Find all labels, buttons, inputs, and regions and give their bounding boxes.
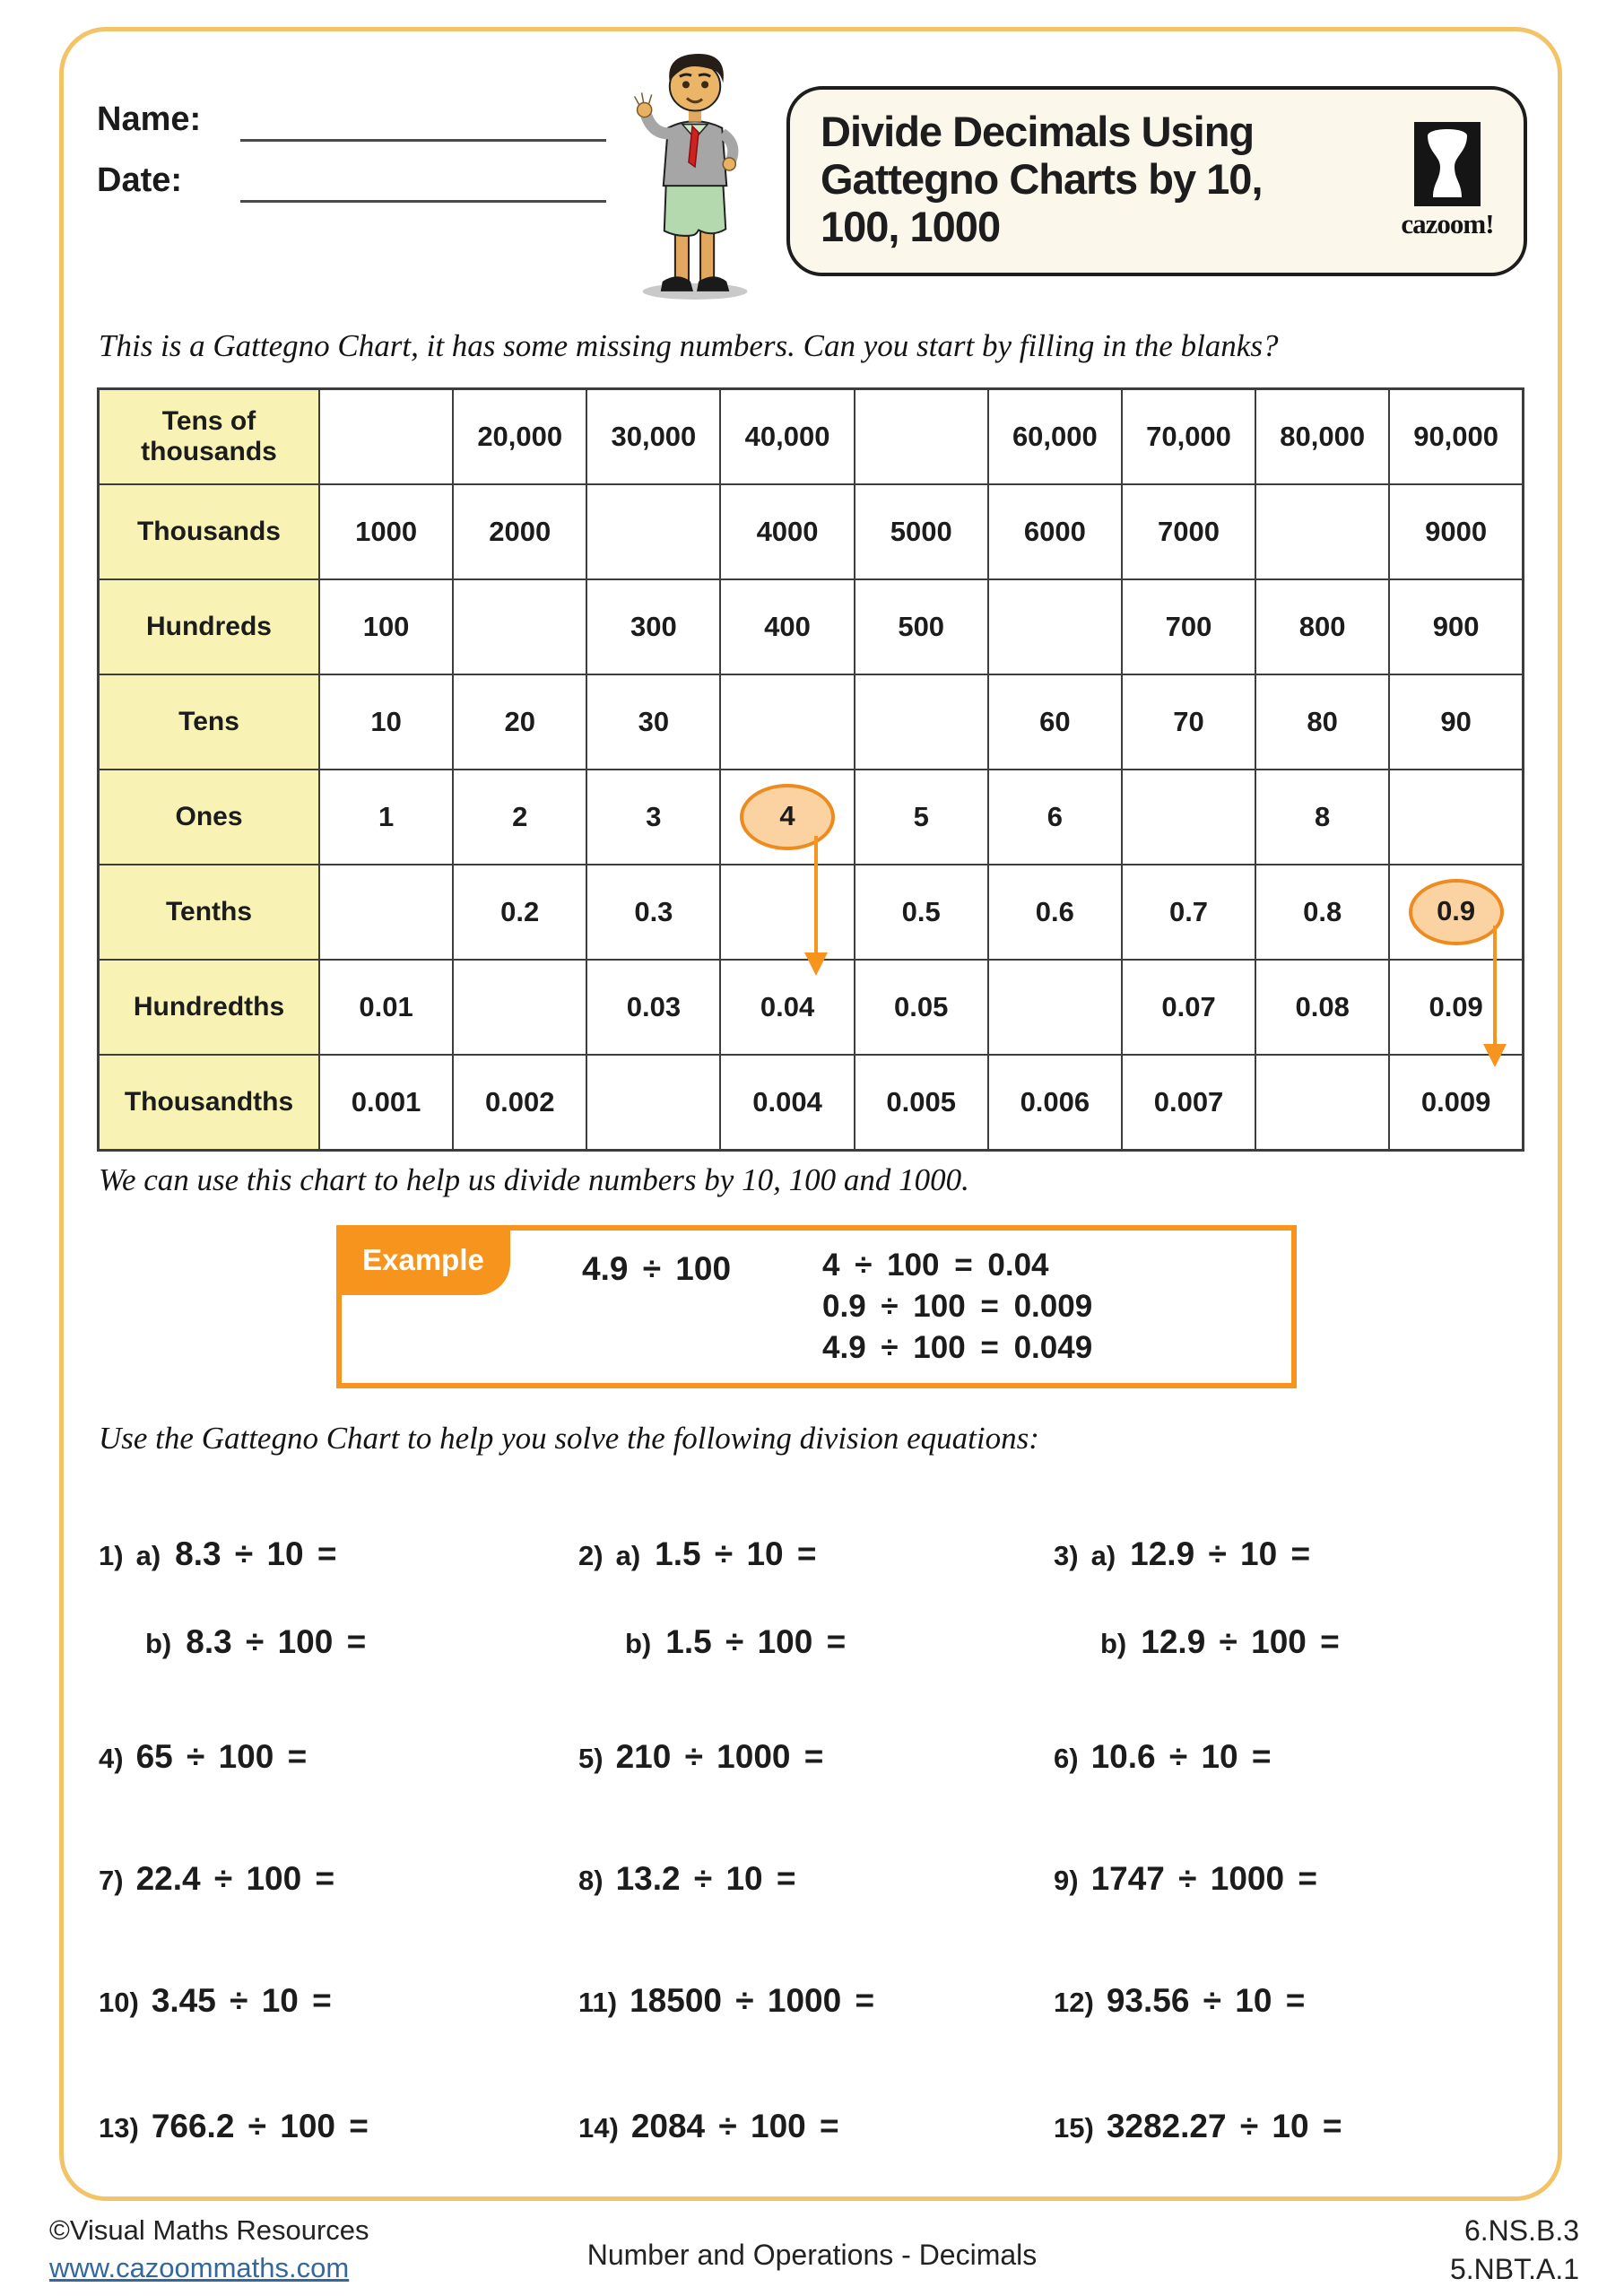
question-number: 11) [578,1987,618,2018]
chart-cell: 10 [319,674,453,770]
divide-intro-text: We can use this chart to help us divide numbers by 10, 100 and 1000. [99,1162,969,1197]
chart-cell: 80,000 [1255,389,1389,485]
chart-cell: 0.6 [988,865,1122,960]
question-expression: 2084 ÷ 100 = [630,2108,839,2144]
chart-cell-blank[interactable] [855,389,988,485]
question-expression: 1.5 ÷ 100 = [665,1623,847,1660]
chart-row-label: Tens [99,674,320,770]
question-item[interactable] [99,1982,332,2020]
chart-cell-blank[interactable] [586,484,720,579]
example-step: 4.9 ÷ 100 = 0.049 [822,1330,1093,1366]
question-item[interactable] [1054,2108,1342,2145]
question-item[interactable] [99,1738,307,1776]
question-expression: 766.2 ÷ 100 = [151,2108,369,2144]
question-letter: b) [625,1628,652,1659]
question-item[interactable] [578,1738,823,1776]
date-label: Date: [97,161,183,199]
title-line-2: Gattegno Charts by 10, [821,155,1263,204]
gattegno-chart [97,387,1524,1152]
title-line-1: Divide Decimals Using [821,108,1255,155]
chart-cell: 5000 [855,484,988,579]
question-item[interactable] [1054,1860,1317,1898]
chart-cell: 60,000 [988,389,1122,485]
standard-code: 6.NS.B.3 [1463,2214,1579,2247]
question-row [99,1623,1533,1668]
question-item[interactable] [1054,1982,1305,2020]
divide-arrow-tenths-to-thousandths [1493,926,1497,1044]
question-item[interactable] [99,1535,337,1573]
question-expression: 93.56 ÷ 10 = [1106,1982,1306,2019]
question-expression: 1747 ÷ 1000 = [1090,1860,1317,1897]
date-write-line[interactable] [240,200,606,203]
question-expression: 12.9 ÷ 100 = [1141,1623,1340,1660]
chart-cell: 0.08 [1255,960,1389,1055]
chart-cell: 0.005 [855,1055,988,1151]
question-expression: 12.9 ÷ 10 = [1130,1535,1311,1572]
chart-cell: 7000 [1122,484,1255,579]
name-write-line[interactable] [240,139,606,142]
highlight-circle: 0.9 [1409,879,1504,945]
example-steps [822,1245,1092,1370]
chart-cell: 400 [720,579,854,674]
chart-cell: 20 [453,674,586,770]
question-number: 13) [99,2112,139,2144]
chart-cell: 80 [1255,674,1389,770]
chart-cell: 6 [988,770,1122,865]
question-number: 2) [578,1540,604,1571]
chart-cell: 0.8 [1255,865,1389,960]
chart-cell: 0.7 [1122,865,1255,960]
footer-standards [1450,2212,1579,2289]
chart-cell: 0.09 [1389,960,1523,1055]
question-expression: 210 ÷ 1000 = [615,1738,824,1775]
chart-cell: 0.2 [453,865,586,960]
gattegno-chart-body [99,389,1524,1151]
questions-section [99,1516,1533,2215]
chart-cell: 0.002 [453,1055,586,1151]
chart-cell: 60 [988,674,1122,770]
chart-cell: 0.07 [1122,960,1255,1055]
question-number: 10) [99,1987,139,2018]
chart-cell-blank[interactable] [1122,770,1255,865]
chart-row [99,389,1524,485]
question-letter: b) [1100,1628,1127,1659]
question-letter: a) [135,1540,161,1571]
question-number: 14) [578,2112,619,2144]
chart-cell: 100 [319,579,453,674]
chart-row [99,1055,1524,1151]
chart-row-label: Thousandths [99,1055,320,1151]
chart-cell: 0.009 [1389,1055,1523,1151]
question-expression: 3.45 ÷ 10 = [151,1982,332,2019]
example-step: 0.9 ÷ 100 = 0.009 [822,1289,1093,1325]
chart-row-label: Tens of thousands [99,389,320,485]
chart-row [99,865,1524,960]
chart-cell: 8 [1255,770,1389,865]
question-expression: 8.3 ÷ 100 = [186,1623,367,1660]
chart-cell-blank[interactable] [453,579,586,674]
chart-cell: 9000 [1389,484,1523,579]
student-boy-illustration [615,39,769,301]
chart-cell: 0.04 [720,960,854,1055]
chart-cell: 1 [319,770,453,865]
website-link[interactable]: www.cazoommaths.com [49,2251,350,2283]
chart-cell: 70 [1122,674,1255,770]
highlight-circle: 4 [740,784,835,850]
chart-cell: 800 [1255,579,1389,674]
chart-row [99,579,1524,674]
question-letter: b) [145,1628,172,1659]
question-row [99,1738,1533,1783]
question-expression: 65 ÷ 100 = [135,1738,308,1775]
question-item[interactable] [1054,1738,1272,1776]
question-expression: 13.2 ÷ 10 = [615,1860,796,1897]
chart-row [99,674,1524,770]
questions-intro-text: Use the Gattegno Chart to help you solve the following division equations: [99,1421,1039,1456]
chart-cell: 0.03 [586,960,720,1055]
question-expression: 10.6 ÷ 10 = [1090,1738,1272,1775]
question-expression: 3282.27 ÷ 10 = [1106,2108,1342,2144]
title-box [786,86,1527,276]
footer-topic: Number and Operations - Decimals [586,2239,1038,2271]
chart-intro-text: This is a Gattegno Chart, it has some missing numbers. Can you start by filling in the blanks? [99,328,1279,363]
question-number: 8) [578,1865,604,1896]
chart-cell: 0.5 [855,865,988,960]
question-expression: 22.4 ÷ 100 = [135,1860,335,1897]
example-problem: 4.9 ÷ 100 [582,1250,732,1287]
chart-cell-blank[interactable] [586,1055,720,1151]
question-letter: a) [1090,1540,1116,1571]
question-item[interactable] [578,1982,874,2020]
question-number: 1) [99,1540,124,1571]
chart-cell [720,770,854,865]
question-item[interactable] [578,1535,817,1573]
chart-row-label: Hundreds [99,579,320,674]
question-number: 7) [99,1865,124,1896]
chart-row-label: Ones [99,770,320,865]
example-tab: Example [336,1225,510,1295]
question-item[interactable] [578,2108,839,2145]
chart-cell-blank[interactable] [1255,1055,1389,1151]
chart-cell-blank[interactable] [319,865,453,960]
divide-arrow-ones-to-hundredths [814,836,818,952]
chart-cell: 2000 [453,484,586,579]
question-number: 4) [99,1743,124,1774]
copyright-text: ©Visual Maths Resources [49,2214,369,2246]
question-item[interactable] [99,1860,334,1898]
chart-cell: 5 [855,770,988,865]
chart-row [99,484,1524,579]
question-expression: 8.3 ÷ 10 = [175,1535,337,1572]
chart-cell-blank[interactable] [720,865,854,960]
chart-cell: 30,000 [586,389,720,485]
chart-row-label: Hundredths [99,960,320,1055]
chart-cell-blank[interactable] [1255,484,1389,579]
chart-cell-blank[interactable] [453,960,586,1055]
standard-code: 5.NBT.A.1 [1449,2252,1579,2285]
chart-cell-blank[interactable] [1389,770,1523,865]
chart-cell: 900 [1389,579,1523,674]
example-box [336,1225,1297,1388]
question-number: 12) [1054,1987,1094,2018]
chart-row [99,770,1524,865]
chart-cell-blank[interactable] [988,960,1122,1055]
chart-row-label: Thousands [99,484,320,579]
question-row [99,2108,1533,2152]
question-row [99,1535,1533,1580]
question-number: 3) [1054,1540,1079,1571]
cazoom-logo [1391,122,1504,240]
chart-cell: 1000 [319,484,453,579]
chart-cell-blank[interactable] [988,579,1122,674]
question-item[interactable] [1100,1623,1340,1661]
question-number: 15) [1054,2112,1094,2144]
chart-cell: 0.01 [319,960,453,1055]
chart-cell: 2 [453,770,586,865]
chart-cell: 90,000 [1389,389,1523,485]
question-expression: 18500 ÷ 1000 = [630,1982,875,2019]
chart-cell-blank[interactable] [855,674,988,770]
chart-cell: 0.001 [319,1055,453,1151]
question-number: 9) [1054,1865,1079,1896]
question-number: 5) [578,1743,604,1774]
chart-cell: 40,000 [720,389,854,485]
question-item[interactable] [1054,1535,1310,1573]
cazoom-logo-text: cazoom! [1401,208,1494,239]
chart-cell [1389,865,1523,960]
chart-cell: 4000 [720,484,854,579]
chart-cell: 700 [1122,579,1255,674]
chart-cell: 90 [1389,674,1523,770]
question-row [99,1982,1533,2027]
chart-cell: 6000 [988,484,1122,579]
question-item[interactable] [99,2108,369,2145]
chart-cell-blank[interactable] [720,674,854,770]
question-item[interactable] [145,1623,366,1661]
name-label: Name: [97,100,202,138]
question-expression: 1.5 ÷ 10 = [655,1535,817,1572]
chart-cell: 0.05 [855,960,988,1055]
drum-icon [1414,122,1481,206]
worksheet-title [821,108,1263,250]
question-row [99,1860,1533,1905]
question-number: 6) [1054,1743,1079,1774]
chart-cell: 300 [586,579,720,674]
question-item[interactable] [578,1860,796,1898]
chart-cell: 0.3 [586,865,720,960]
chart-row-label: Tenths [99,865,320,960]
chart-cell: 0.007 [1122,1055,1255,1151]
chart-cell: 70,000 [1122,389,1255,485]
chart-cell-blank[interactable] [319,389,453,485]
example-step: 4 ÷ 100 = 0.04 [822,1248,1049,1283]
question-letter: a) [615,1540,641,1571]
chart-cell: 30 [586,674,720,770]
chart-cell: 3 [586,770,720,865]
chart-cell: 20,000 [453,389,586,485]
chart-cell: 0.004 [720,1055,854,1151]
chart-cell: 500 [855,579,988,674]
title-line-3: 100, 1000 [821,203,1001,251]
question-item[interactable] [625,1623,846,1661]
chart-cell: 0.006 [988,1055,1122,1151]
